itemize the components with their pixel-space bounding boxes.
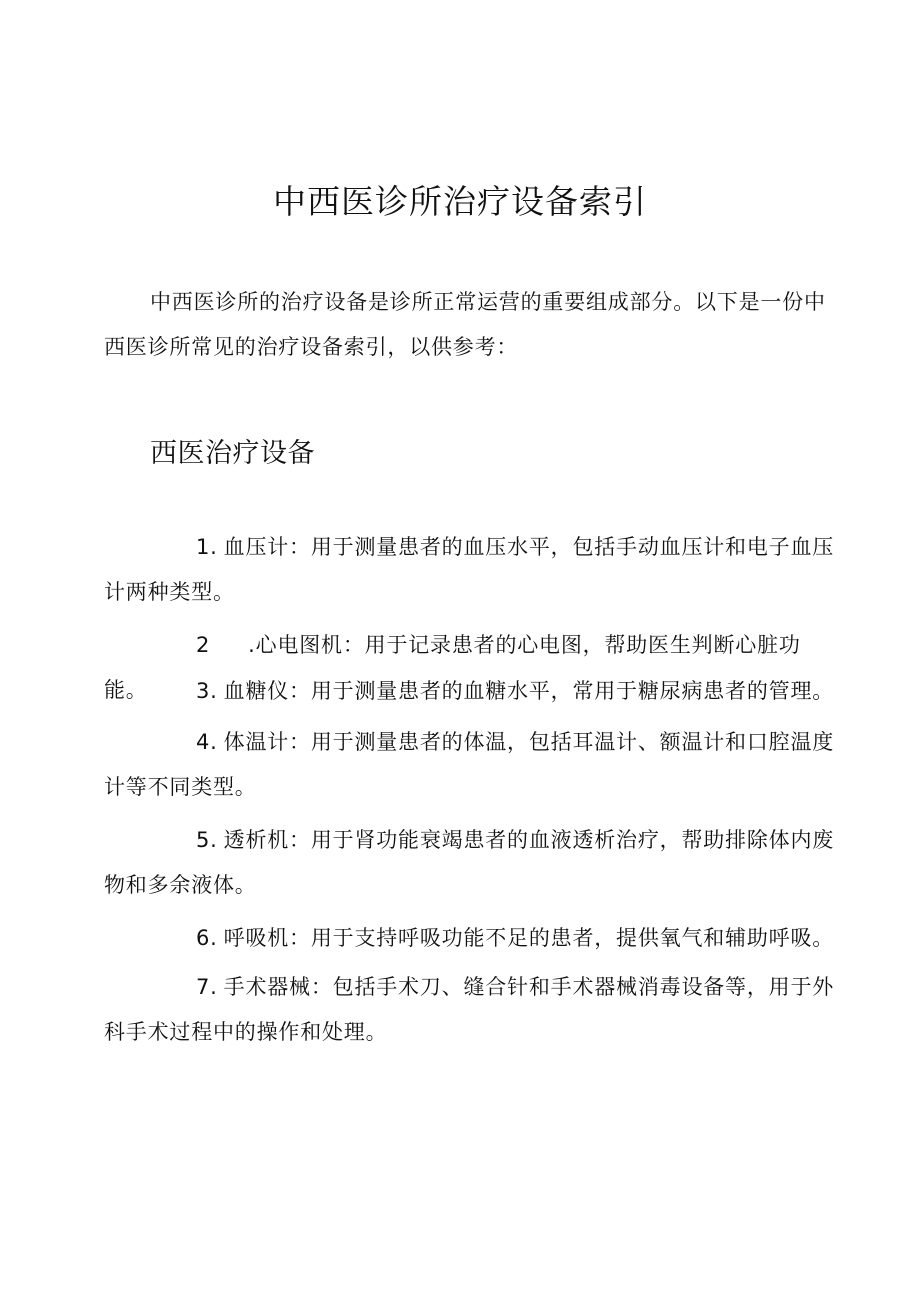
list-item [104, 916, 844, 961]
list-item [104, 965, 844, 1055]
list-item-text: 血压计：用于测量患者的血压水平，包括手动血压计和电子血压计两种类型。 [104, 535, 835, 604]
list-item-text: .心电图机：用于记录患者的心电图，帮助医生判断心脏功能。 [104, 633, 801, 702]
list-item [104, 669, 844, 714]
intro-paragraph: 中西医诊所的治疗设备是诊所正常运营的重要组成部分。以下是一份中西医诊所常见的治疗设备索引，以供参考： [104, 290, 826, 359]
list-item-number: 1. [196, 535, 218, 559]
list-item-number: 6. [196, 926, 218, 950]
list-item [104, 818, 844, 908]
list-item-number: 3. [196, 679, 218, 703]
list-item-text: 体温计：用于测量患者的体温，包括耳温计、额温计和口腔温度计等不同类型。 [104, 730, 835, 799]
section-heading: 西医治疗设备 [150, 438, 315, 469]
list-item-text: 透析机：用于肾功能衰竭患者的血液透析治疗，帮助排除体内废物和多余液体。 [104, 828, 835, 897]
document-title: 中西医诊所治疗设备索引 [273, 182, 647, 221]
list-item-text: 手术器械：包括手术刀、缝合针和手术器械消毒设备等，用于外科手术过程中的操作和处理。 [104, 975, 835, 1044]
list-item-number: 5. [196, 828, 218, 852]
list-item-number: 7. [196, 975, 218, 999]
list-item [104, 525, 844, 615]
list-item-number: 2 [196, 633, 211, 657]
list-item-number: 4. [196, 730, 218, 754]
list-item-text: 血糖仪：用于测量患者的血糖水平，常用于糖尿病患者的管理。 [223, 679, 835, 703]
list-item [104, 720, 844, 810]
list-item-text: 呼吸机：用于支持呼吸功能不足的患者，提供氧气和辅助呼吸。 [223, 926, 835, 950]
